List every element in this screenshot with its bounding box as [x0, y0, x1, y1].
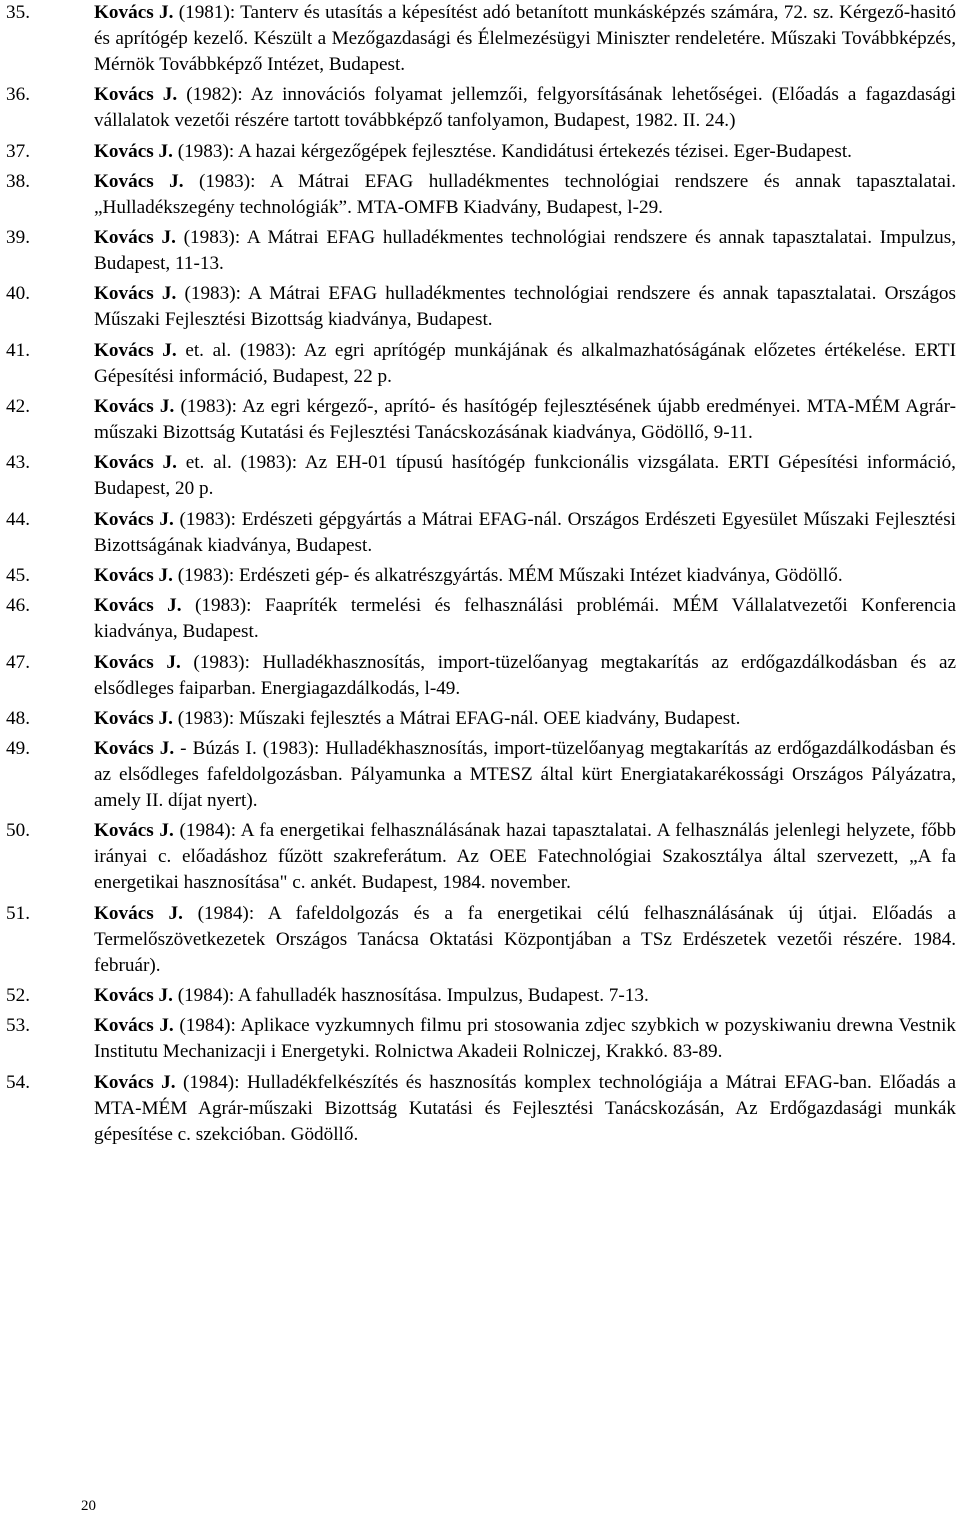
- reference-item: [6, 507, 956, 559]
- reference-number: 36.: [6, 84, 30, 106]
- reference-number: 37.: [6, 140, 30, 162]
- reference-item: [6, 706, 956, 732]
- reference-author: Kovács J.: [94, 651, 181, 673]
- reference-item: [6, 139, 956, 165]
- reference-text: et. al. (1983): Az egri aprítógép munkájának és alkalmazhatóságának előzetes értékelése. ERTI Gépesítési információ, Budapest, 22 p.: [94, 339, 956, 387]
- reference-author: Kovács J.: [94, 140, 173, 162]
- reference-item: [6, 82, 956, 134]
- reference-text: (1984): A fafeldolgozás és a fa energetikai célú felhasználásának új útjai. Előadás a Termelőszövetkezetek Országos Tanácsa Oktatási Központjában a TSz Erdészetek vezetői részére. 1984. február).: [94, 902, 956, 976]
- reference-author: Kovács J.: [94, 564, 173, 586]
- reference-item: [6, 736, 956, 814]
- reference-text: (1983): Erdészeti gépgyártás a Mátrai EFAG-nál. Országos Erdészeti Egyesület Műszaki Fejlesztési Bizottságának kiadványa, Budapest.: [94, 508, 956, 556]
- reference-number: 46.: [6, 595, 30, 617]
- reference-author: Kovács J.: [94, 339, 177, 361]
- page-number: 20: [81, 1498, 96, 1514]
- reference-author: Kovács J.: [94, 170, 184, 192]
- reference-number: 53.: [6, 1015, 30, 1037]
- reference-number: 50.: [6, 820, 30, 842]
- reference-number: 48.: [6, 707, 30, 729]
- reference-text: (1984): A fahulladék hasznosítása. Impulzus, Budapest. 7-13.: [172, 985, 649, 1007]
- reference-item: [6, 563, 956, 589]
- reference-number: 35.: [6, 2, 30, 23]
- reference-text: (1983): A hazai kérgezőgépek fejlesztése. Kandidátusi értekezés tézisei. Eger-Budapest.: [172, 140, 852, 162]
- reference-item: [6, 1013, 956, 1065]
- reference-author: Kovács J.: [94, 738, 175, 760]
- reference-item: [6, 0, 956, 78]
- reference-author: Kovács J.: [94, 2, 174, 23]
- reference-number: 47.: [6, 651, 30, 673]
- reference-author: Kovács J.: [94, 902, 183, 924]
- reference-item: [6, 394, 956, 446]
- reference-item: [6, 450, 956, 502]
- reference-text: (1983): A Mátrai EFAG hulladékmentes technológiai rendszere és annak tapasztalatai. Országos Műszaki Fejlesztési Bizottság kiadványa, Budapest.: [94, 283, 956, 331]
- reference-author: Kovács J.: [94, 283, 177, 305]
- reference-item: [6, 818, 956, 896]
- reference-text: (1984): A fa energetikai felhasználásának hazai tapasztalatai. A felhasználás jelenlegi helyzete, főbb irányai c. előadáshoz fűzött szakreferátum. Az OEE Fatechnológiai Szakosztálya által szervezett, „A fa energetikai hasznosítása" c. ankét. Budapest, 1984. november.: [94, 820, 956, 894]
- reference-text: (1983): A Mátrai EFAG hulladékmentes technológiai rendszere és annak tapasztalatai. Impulzus, Budapest, 11-13.: [94, 227, 956, 275]
- reference-text: (1983): Hulladékhasznosítás, import-tüzelőanyag megtakarítás az erdőgazdálkodásban és az elsődleges faiparban. Energiagazdálkodás, l-49.: [94, 651, 956, 699]
- reference-text: (1984): Aplikace vyzkumnych filmu pri stosowania zdjec szybkich w pozyskiwaniu drewna Vestnik Institutu Mechanizacji i Energetyki. Rolnictwa Akadeii Rolniczej, Krakkó. 83-89.: [94, 1015, 956, 1063]
- reference-number: 54.: [6, 1071, 30, 1093]
- reference-author: Kovács J.: [94, 820, 174, 842]
- reference-number: 40.: [6, 283, 30, 305]
- reference-number: 41.: [6, 339, 30, 361]
- reference-item: [6, 1070, 956, 1148]
- reference-number: 38.: [6, 170, 30, 192]
- reference-number: 43.: [6, 452, 30, 474]
- reference-author: Kovács J.: [94, 396, 175, 418]
- reference-item: [6, 650, 956, 702]
- reference-author: Kovács J.: [94, 595, 182, 617]
- reference-author: Kovács J.: [94, 707, 173, 729]
- reference-item: [6, 281, 956, 333]
- reference-text: (1983): Műszaki fejlesztés a Mátrai EFAG-nál. OEE kiadvány, Budapest.: [172, 707, 741, 729]
- reference-number: 42.: [6, 396, 30, 418]
- reference-author: Kovács J.: [94, 227, 176, 249]
- reference-text: (1983): Faapríték termelési és felhasználási problémái. MÉM Vállalatvezetői Konferencia kiadványa, Budapest.: [94, 595, 956, 643]
- reference-author: Kovács J.: [94, 452, 177, 474]
- reference-item: [6, 169, 956, 221]
- reference-list: [6, 0, 956, 1152]
- reference-author: Kovács J.: [94, 1071, 176, 1093]
- reference-item: [6, 225, 956, 277]
- reference-author: Kovács J.: [94, 985, 173, 1007]
- reference-text: et. al. (1983): Az EH-01 típusú hasítógép funkcionális vizsgálata. ERTI Gépesítési információ, Budapest, 20 p.: [94, 452, 956, 500]
- reference-item: [6, 593, 956, 645]
- reference-text: (1983): Az egri kérgező-, aprító- és hasítógép fejlesztésének újabb eredményei. MTA-MÉM Agrár-műszaki Bizottság Kutatási és Fejlesztési Tanácskozásának kiadványa, Gödöllő, 9-11.: [94, 396, 956, 444]
- reference-text: (1981): Tanterv és utasítás a képesítést adó betanított munkásképzés számára, 72. sz. Kérgező-hasitó és aprítógép kezelő. Készült a Mezőgazdasági és Élelmezésügyi Miniszter rendeletére. Műszaki Továbbképzés, Mérnök Továbbképző Intézet, Budapest.: [94, 2, 956, 75]
- reference-text: - Búzás I. (1983): Hulladékhasznosítás, import-tüzelőanyag megtakarítás az erdőgazdálkodásban és az elsődleges fafeldolgozásban. Pályamunka a MTESZ által kürt Energiatakarékossági Országos Pályázatra, amely II. díjat nyert).: [94, 738, 956, 812]
- reference-number: 45.: [6, 564, 30, 586]
- reference-number: 49.: [6, 738, 30, 760]
- reference-number: 44.: [6, 508, 30, 530]
- reference-item: [6, 901, 956, 979]
- reference-text: (1984): Hulladékfelkészítés és hasznosítás komplex technológiája a Mátrai EFAG-ban. Előadás a MTA-MÉM Agrár-műszaki Bizottság Kutatási és Fejlesztési Tanácskozásán, Az Erdőgazdasági munkák gépesítése c. szekcióban. Gödöllő.: [94, 1071, 956, 1145]
- reference-text: (1983): A Mátrai EFAG hulladékmentes technológiai rendszere és annak tapasztalatai. „Hulladékszegény technológiák”. MTA-OMFB Kiadvány, Budapest, l-29.: [94, 170, 956, 218]
- reference-author: Kovács J.: [94, 508, 174, 530]
- reference-author: Kovács J.: [94, 1015, 174, 1037]
- reference-number: 52.: [6, 985, 30, 1007]
- reference-item: [6, 983, 956, 1009]
- reference-text: (1982): Az innovációs folyamat jellemzői, felgyorsításának lehetőségei. (Előadás a fagazdasági vállalatok vezetői részére tartott továbbképző tanfolyamon, Budapest, 1982. II. 24.): [94, 84, 956, 132]
- reference-number: 39.: [6, 227, 30, 249]
- reference-author: Kovács J.: [94, 84, 178, 106]
- reference-number: 51.: [6, 902, 30, 924]
- reference-item: [6, 338, 956, 390]
- reference-text: (1983): Erdészeti gép- és alkatrészgyártás. MÉM Műszaki Intézet kiadványa, Gödöllő.: [172, 564, 843, 586]
